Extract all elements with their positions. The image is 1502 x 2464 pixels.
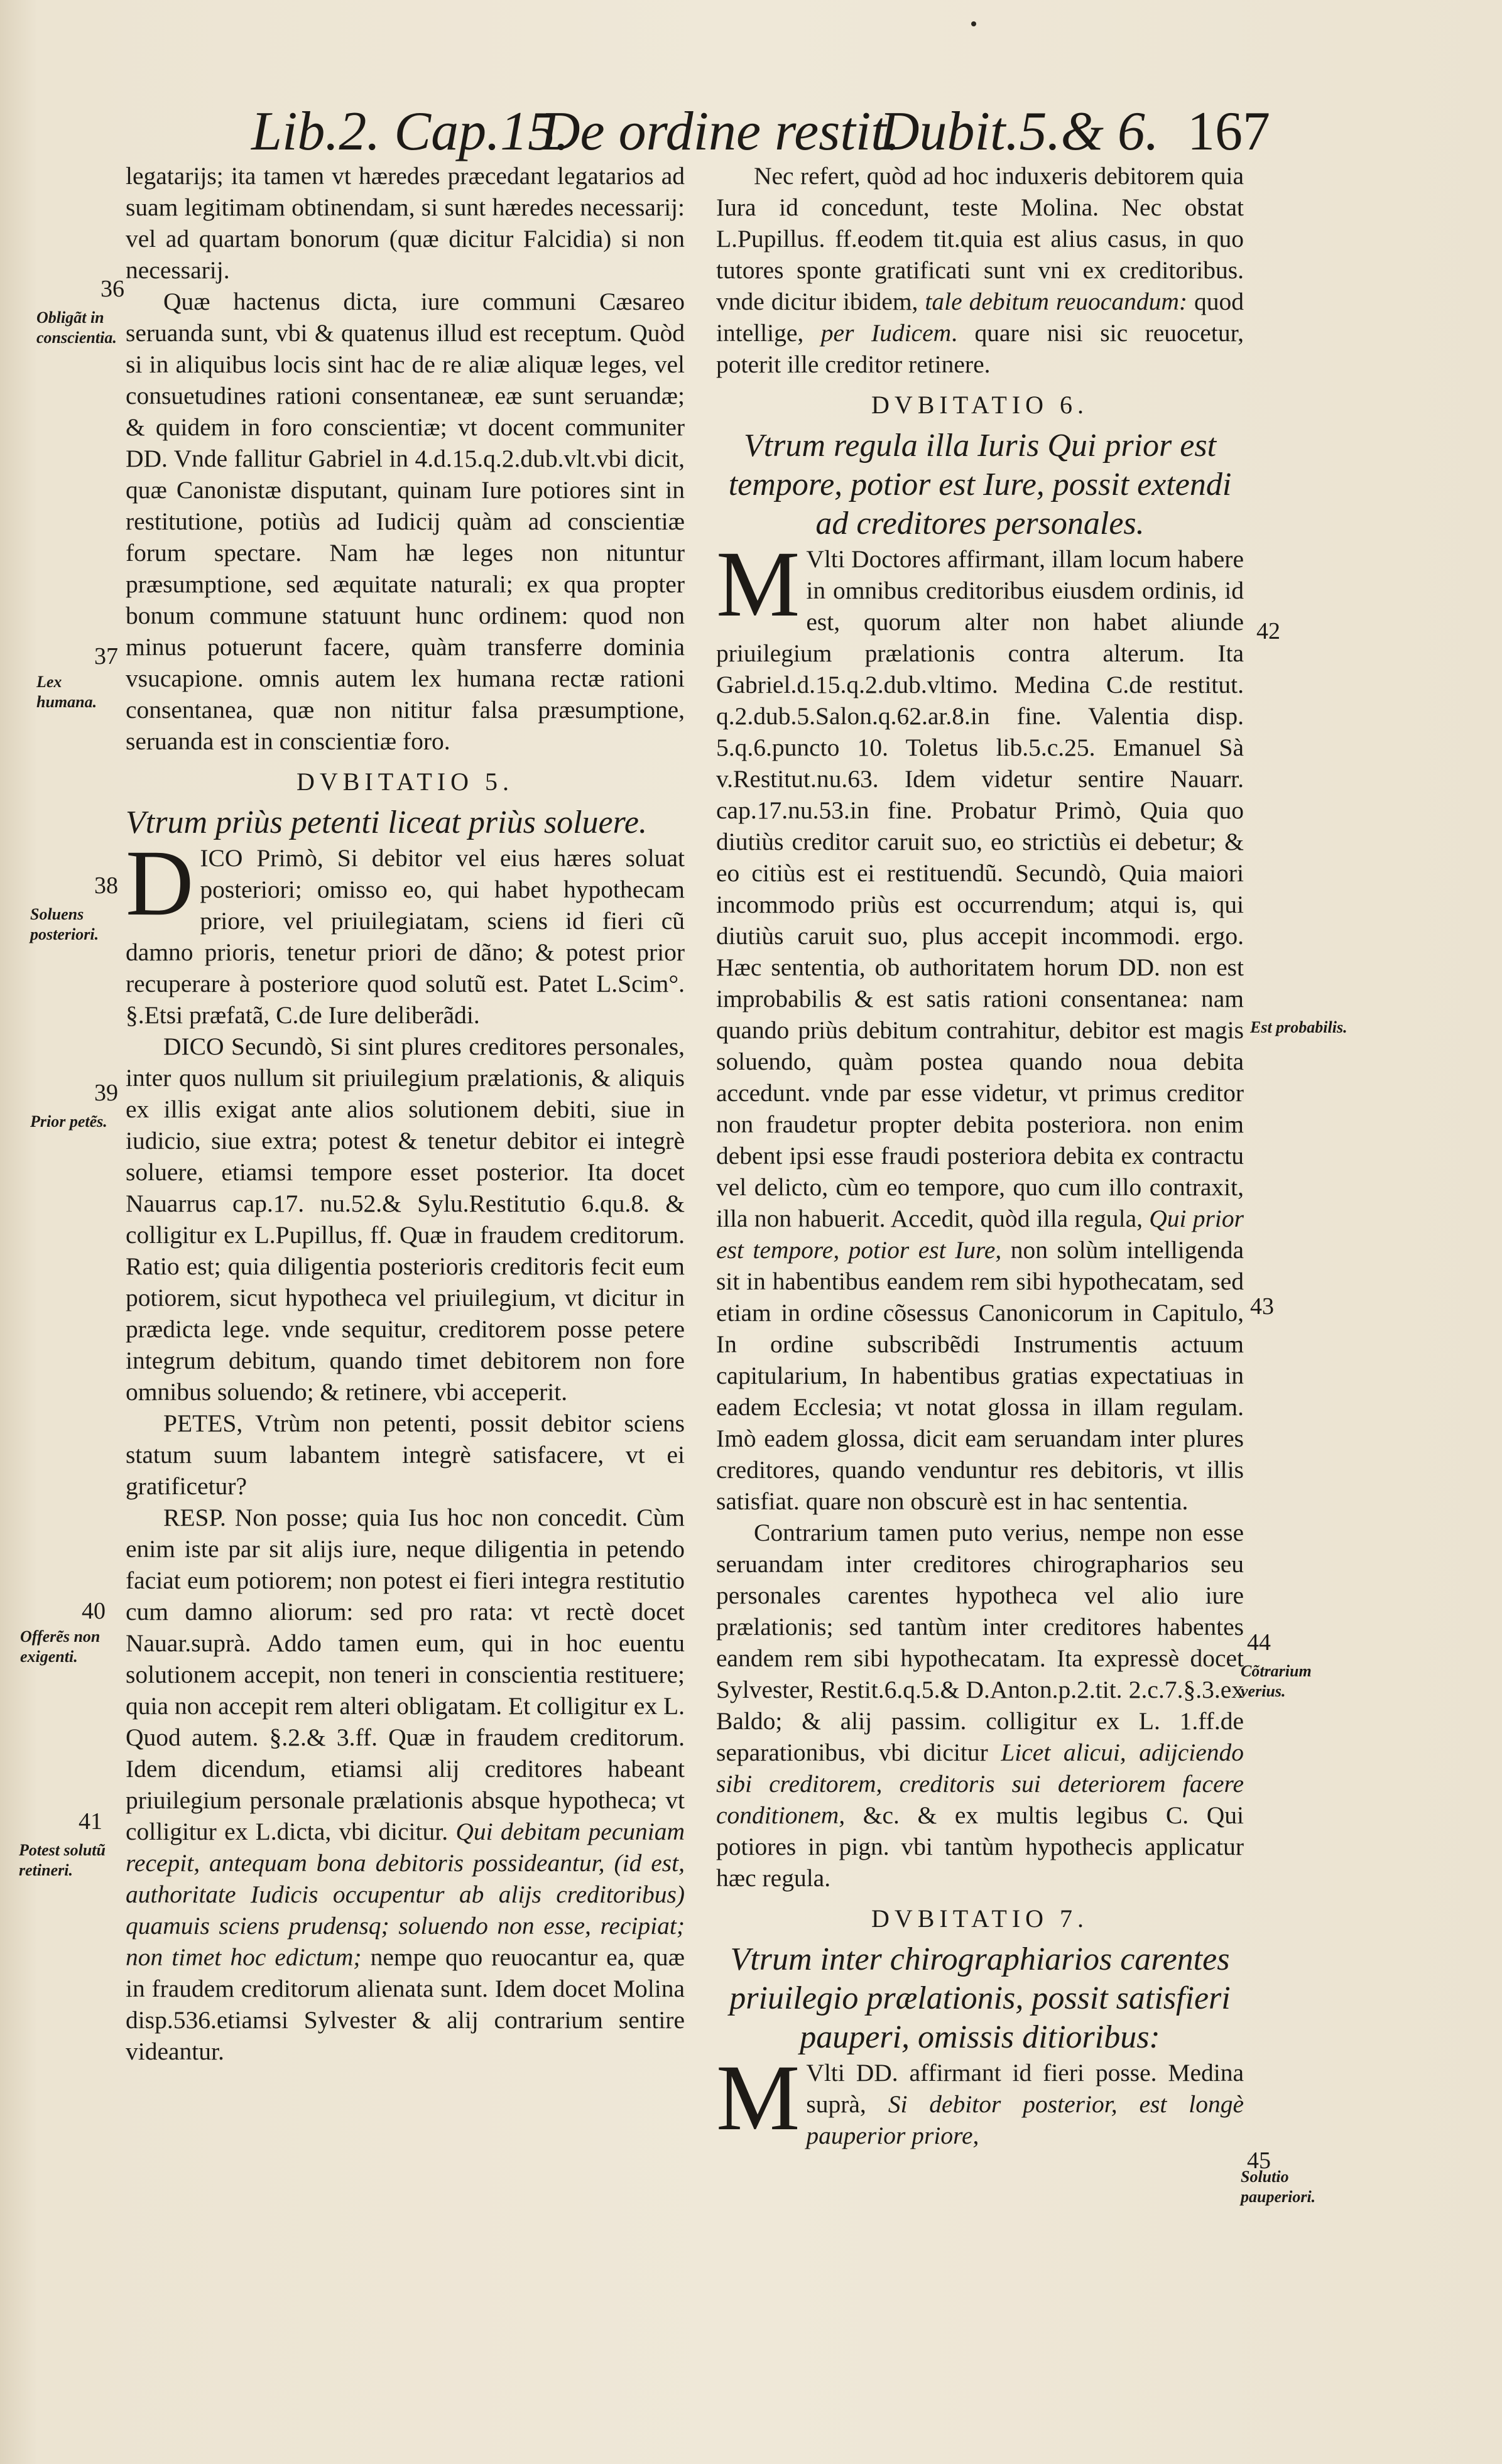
dubitatio-6-heading: DVBITATIO 6. (871, 391, 1089, 419)
margin-note-45: Solutio pauperiori. (1241, 2168, 1316, 2206)
right-paragraph-2-quote: Qui prior est tempore, potior est Iure, (716, 1205, 1244, 1264)
margin-note-39: Prior petẽs. (30, 1112, 107, 1131)
margin-number-40: 40 (82, 1598, 106, 1624)
right-paragraph-1 (716, 160, 1244, 380)
margin-note-probabilis: Est probabilis. (1250, 1018, 1347, 1036)
margin-number-45: 45 (1247, 2147, 1271, 2174)
right-paragraph-3-quote: Licet alicui, adijciendo sibi creditorem, creditoris sui deteriorem facere conditionem, (716, 1739, 1244, 1829)
margin-number-39: 39 (94, 1080, 118, 1106)
dubitatio-7-question: Vtrum inter chirographiarios carentes priuilegio prælationis, possit satisfieri pauperi, omissis ditioribus: (729, 1941, 1231, 2055)
margin-note-40: Offerẽs non exigenti. (20, 1627, 101, 1666)
margin-note-36: Obligãt in conscientia. (36, 308, 117, 347)
dubitatio-7-heading: DVBITATIO 7. (871, 1904, 1089, 1933)
right-paragraph-1-text-c: . quare nisi sic reuocetur, poterit ille creditor retinere. (716, 319, 1244, 378)
header-book-chapter: Lib.2. Cap.15. (251, 101, 570, 162)
right-paragraph-4-text: Vlti DD. affirmant id fieri posse. Medina suprà, (806, 2059, 1244, 2118)
running-header (251, 94, 1319, 170)
page-number: 167 (1187, 101, 1270, 162)
ink-spot (971, 21, 976, 26)
right-column (716, 160, 1244, 2151)
right-paragraph-3-text-b: &c. & ex multis legibus C. Qui potiores in pign. vbi tantùm hypothecis applicatur hæc regula. (716, 1801, 1244, 1892)
dubitatio-5-question: Vtrum priùs petenti liceat priùs soluere. (126, 805, 647, 840)
left-paragraph-6-quote: Qui debitam pecuniam recepit, antequam bona debitoris possideantur, (id est, authoritate Iudicis occupentur ab alijs creditoribus) quamuis sciens prudensq; soluendo non esse, recipiat; non timet hoc edictum; (126, 1818, 685, 1971)
margin-number-36: 36 (101, 276, 124, 302)
right-paragraph-1-text: Nec refert, quòd ad hoc induxeris debitorem quia Iura id concedunt, teste Molina. Nec obstat L.Pupillus. ff.eodem tit.quia est alius casus, in quo tutores sponte gratificati sunt vni ex creditoribus. vnde dicitur ibidem, (716, 162, 1244, 315)
margin-note-37: Lex humana. (36, 673, 97, 711)
margin-note-44: Cõtrarium verius. (1241, 1662, 1312, 1700)
margin-number-41: 41 (79, 1808, 102, 1835)
left-paragraph-3-text: ICO Primò, Si debitor vel eius hæres soluat posteriori; omisso eo, qui habet hypothecam priore, vel priuilegiatam, sciens id fieri cũ damno prioris, tenetur priori de dãno; & potest prior recuperare à posteriore quod solutũ est. Patet L.Scim°. §.Etsi præfatã, C.de Iure deliberãdi. (126, 844, 685, 1029)
right-paragraph-2-text: Vlti Doctores affirmant, illam locum habere in omnibus creditoribus eiusdem ordinis, id est, quorum alter non habet aliunde priuilegium prælationis contra alterum. Ita Gabriel.d.15.q.2.dub.vltimo. Medina C.de restitut. q.2.dub.5.Salon.q.62.ar.8.in fine. Valentia disp. 5.q.6.puncto 10. Toletus lib.5.c.25. Emanuel Sà v.Restitut.nu.63. Idem videtur sentire Nauarr. cap.17.nu.53.in fine. Probatur Primò, Quia quo diutiùs creditor caruit suo, eo strictiùs ei debetur; & eo citiùs est ei restituendũ. Secundò, Quia maiori incommodo priùs est occurrendum; atqui is, qui diutiùs caruit suo, plus accepit incommodi. ergo. Hæc sententia, ob authoritatem horum DD. non est improbabilis & est satis rationi consentanea: nam quando priùs debitum contrahitur, debitor est magis soluendo, quàm postea quando noua debita accedunt. vnde par esse videtur, vt primus creditor non fraudetur propter debita posteriora. non enim debent ipsi esse fraudi posteriora debita ex contractu vel delicto, cùm eo tempore, quo cum illo contraxit, illa non habuerit. Accedit, quòd illa regula, (716, 545, 1244, 1232)
margin-number-43: 43 (1250, 1293, 1274, 1320)
dropcap-d: D (126, 831, 194, 935)
margin-note-38: Soluens posteriori. (30, 905, 99, 943)
margin-number-42: 42 (1256, 618, 1280, 644)
left-paragraph-2: Quæ hactenus dicta, iure communi Cæsareo seruanda sunt, vbi & quatenus illud est receptum. Quòd si in aliquibus locis sint hac de re aliæ aliquæ leges, vel consuetudines rationi consentaneæ, eæ sunt seruandæ; & quidem in foro conscientiæ; vt docent communiter DD. Vnde fallitur Gabriel in 4.d.15.q.2.dub.vlt.vbi dicit, quæ Canonistæ disputant, quinam Iure potiores sint in restitutione, potiùs ad Iudicij quàm ad conscientiæ forum spectare. Nam hæ leges non nituntur præsumptione, sed æquitate naturali; ex qua propter bonum commune statuunt hunc ordinem: quod non minus potuerunt facere, quàm transferre dominia vsucapione. omnis autem lex humana rectæ rationi consentanea, quæ non nititur falsa præsumptione, seruanda est in conscientiæ foro. (126, 288, 685, 755)
dropcap-m-2: M (716, 2046, 800, 2150)
margin-note-41: Potest solutũ retineri. (19, 1841, 106, 1879)
right-paragraph-3 (716, 1517, 1244, 1894)
margin-number-38: 38 (94, 872, 118, 899)
left-paragraph-4: DICO Secundò, Si sint plures creditores personales, inter quos nullum sit priuilegium prælationis, & aliquis ex illis exigat ante alios solutionem debiti, siue in iudicio, siue extra; potest & tenetur debitor ei integrè soluere, etiamsi tempore esset posterior. Ita docet Nauarrus cap.17. nu.52.& Sylu.Restitutio 6.qu.8. & colligitur ex L.Pupillus, ff. Quæ in fraudem creditorum. Ratio est; quia diligentia posterioris creditoris fecit eum potiorem, sicut hypotheca vel priuilegium, vt dicitur in prædicta lege. vnde sequitur, creditorem posse petere integrum debitum, quando timet debitorem non fore omnibus soluendo; & retinere, vbi acceperit. (126, 1033, 685, 1406)
left-paragraph-1: legatarijs; ita tamen vt hæredes præcedant legatarios ad suam legitimam obtinendam, si sunt hæredes necessarij: vel ad quartam bonorum (quæ dicitur Falcidia) si non necessarij. (126, 162, 685, 284)
header-title: De ordine restit. (540, 101, 900, 162)
right-paragraph-4 (716, 2046, 1244, 2151)
right-paragraph-4-quote: Si debitor posterior, est longè pauperior priore, (806, 2090, 1244, 2149)
left-paragraph-6-text: RESP. Non posse; quia Ius hoc non concedit. Cùm enim iste par sit alijs iure, neque diligentia in petendo faciat eum potiorem; non potest ei fieri integra restitutio cum damno aliorum: sed pro rata: vt rectè docet Nauar.suprà. Addo tamen eum, qui in hoc euentu solutionem accepit, non teneri in conscientia restituere; quia non accepit rem alteri obligatam. Et colligitur ex L. Quod autem. §.2.& 3.ff. Quæ in fraudem creditorum. Idem dicendum, etiamsi alij creditores habeant priuilegium personale prælationis absque hypotheca; vt colligitur ex L.dicta, vbi dicitur. (126, 1504, 685, 1845)
left-paragraph-6-end: nempe quo reuocantur ea, quæ in fraudem creditorum alienata sunt. Idem docet Molina disp.536.etiamsi Sylvester & alij contrarium sentire videantur. (126, 1943, 685, 2065)
dubitatio-6-question: Vtrum regula illa Iuris Qui prior est tempore, potior est Iure, possit extendi ad creditores personales. (728, 428, 1232, 541)
margin-number-37: 37 (94, 643, 118, 670)
left-paragraph-5: PETES, Vtrùm non petenti, possit debitor sciens statum suum labantem integrè satisfacere, vt ei gratificetur? (126, 1409, 685, 1500)
right-paragraph-1-text-b: quod intellige, (716, 288, 1244, 347)
left-column (126, 160, 685, 2067)
right-paragraph-3-text: Contrarium tamen puto verius, nempe non esse seruandam inter creditores chirographarios seu personales carentes hypotheca vel alio iure prælationis; sed tantùm inter creditores habentes eandem rem sibi hypothecatam. Ita expressè docet Sylvester, Restit.6.q.5.& D.Anton.p.2.tit. 2.c.7.§.3.ex Baldo; & alij passim. colligitur ex L. 1.ff.de separationibus, vbi dicitur (716, 1519, 1244, 1766)
header-dubit: Dubit.5.& 6. (879, 101, 1159, 162)
dropcap-m: M (716, 532, 800, 636)
right-paragraph-2 (716, 532, 1244, 1517)
left-paragraph-6 (126, 1502, 685, 2067)
dubitatio-5-heading: DVBITATIO 5. (296, 768, 514, 796)
right-paragraph-2-text-b: non solùm intelligenda sit in habentibus eandem rem sibi hypothecatam, sed etiam in ordine cõsessus Canonicorum in Capitulo, In ordine subscribẽdi Instrumentis actuum capitularium, In habentibus gratias expectatiuas in eadem Ecclesia; vt notat glossa in illam regulam. Imò eadem glossa, dicit eam seruandam inter plures creditores, quando venduntur res debitoris, vt illis satisfiat. quare non obscurè est in hac sententia. (716, 1236, 1244, 1515)
right-paragraph-1-quote-2: per Iudicem (820, 319, 952, 347)
left-paragraph-3 (126, 831, 685, 1031)
right-paragraph-1-quote: tale debitum reuocandum: (925, 288, 1188, 315)
margin-number-44: 44 (1247, 1629, 1271, 1656)
